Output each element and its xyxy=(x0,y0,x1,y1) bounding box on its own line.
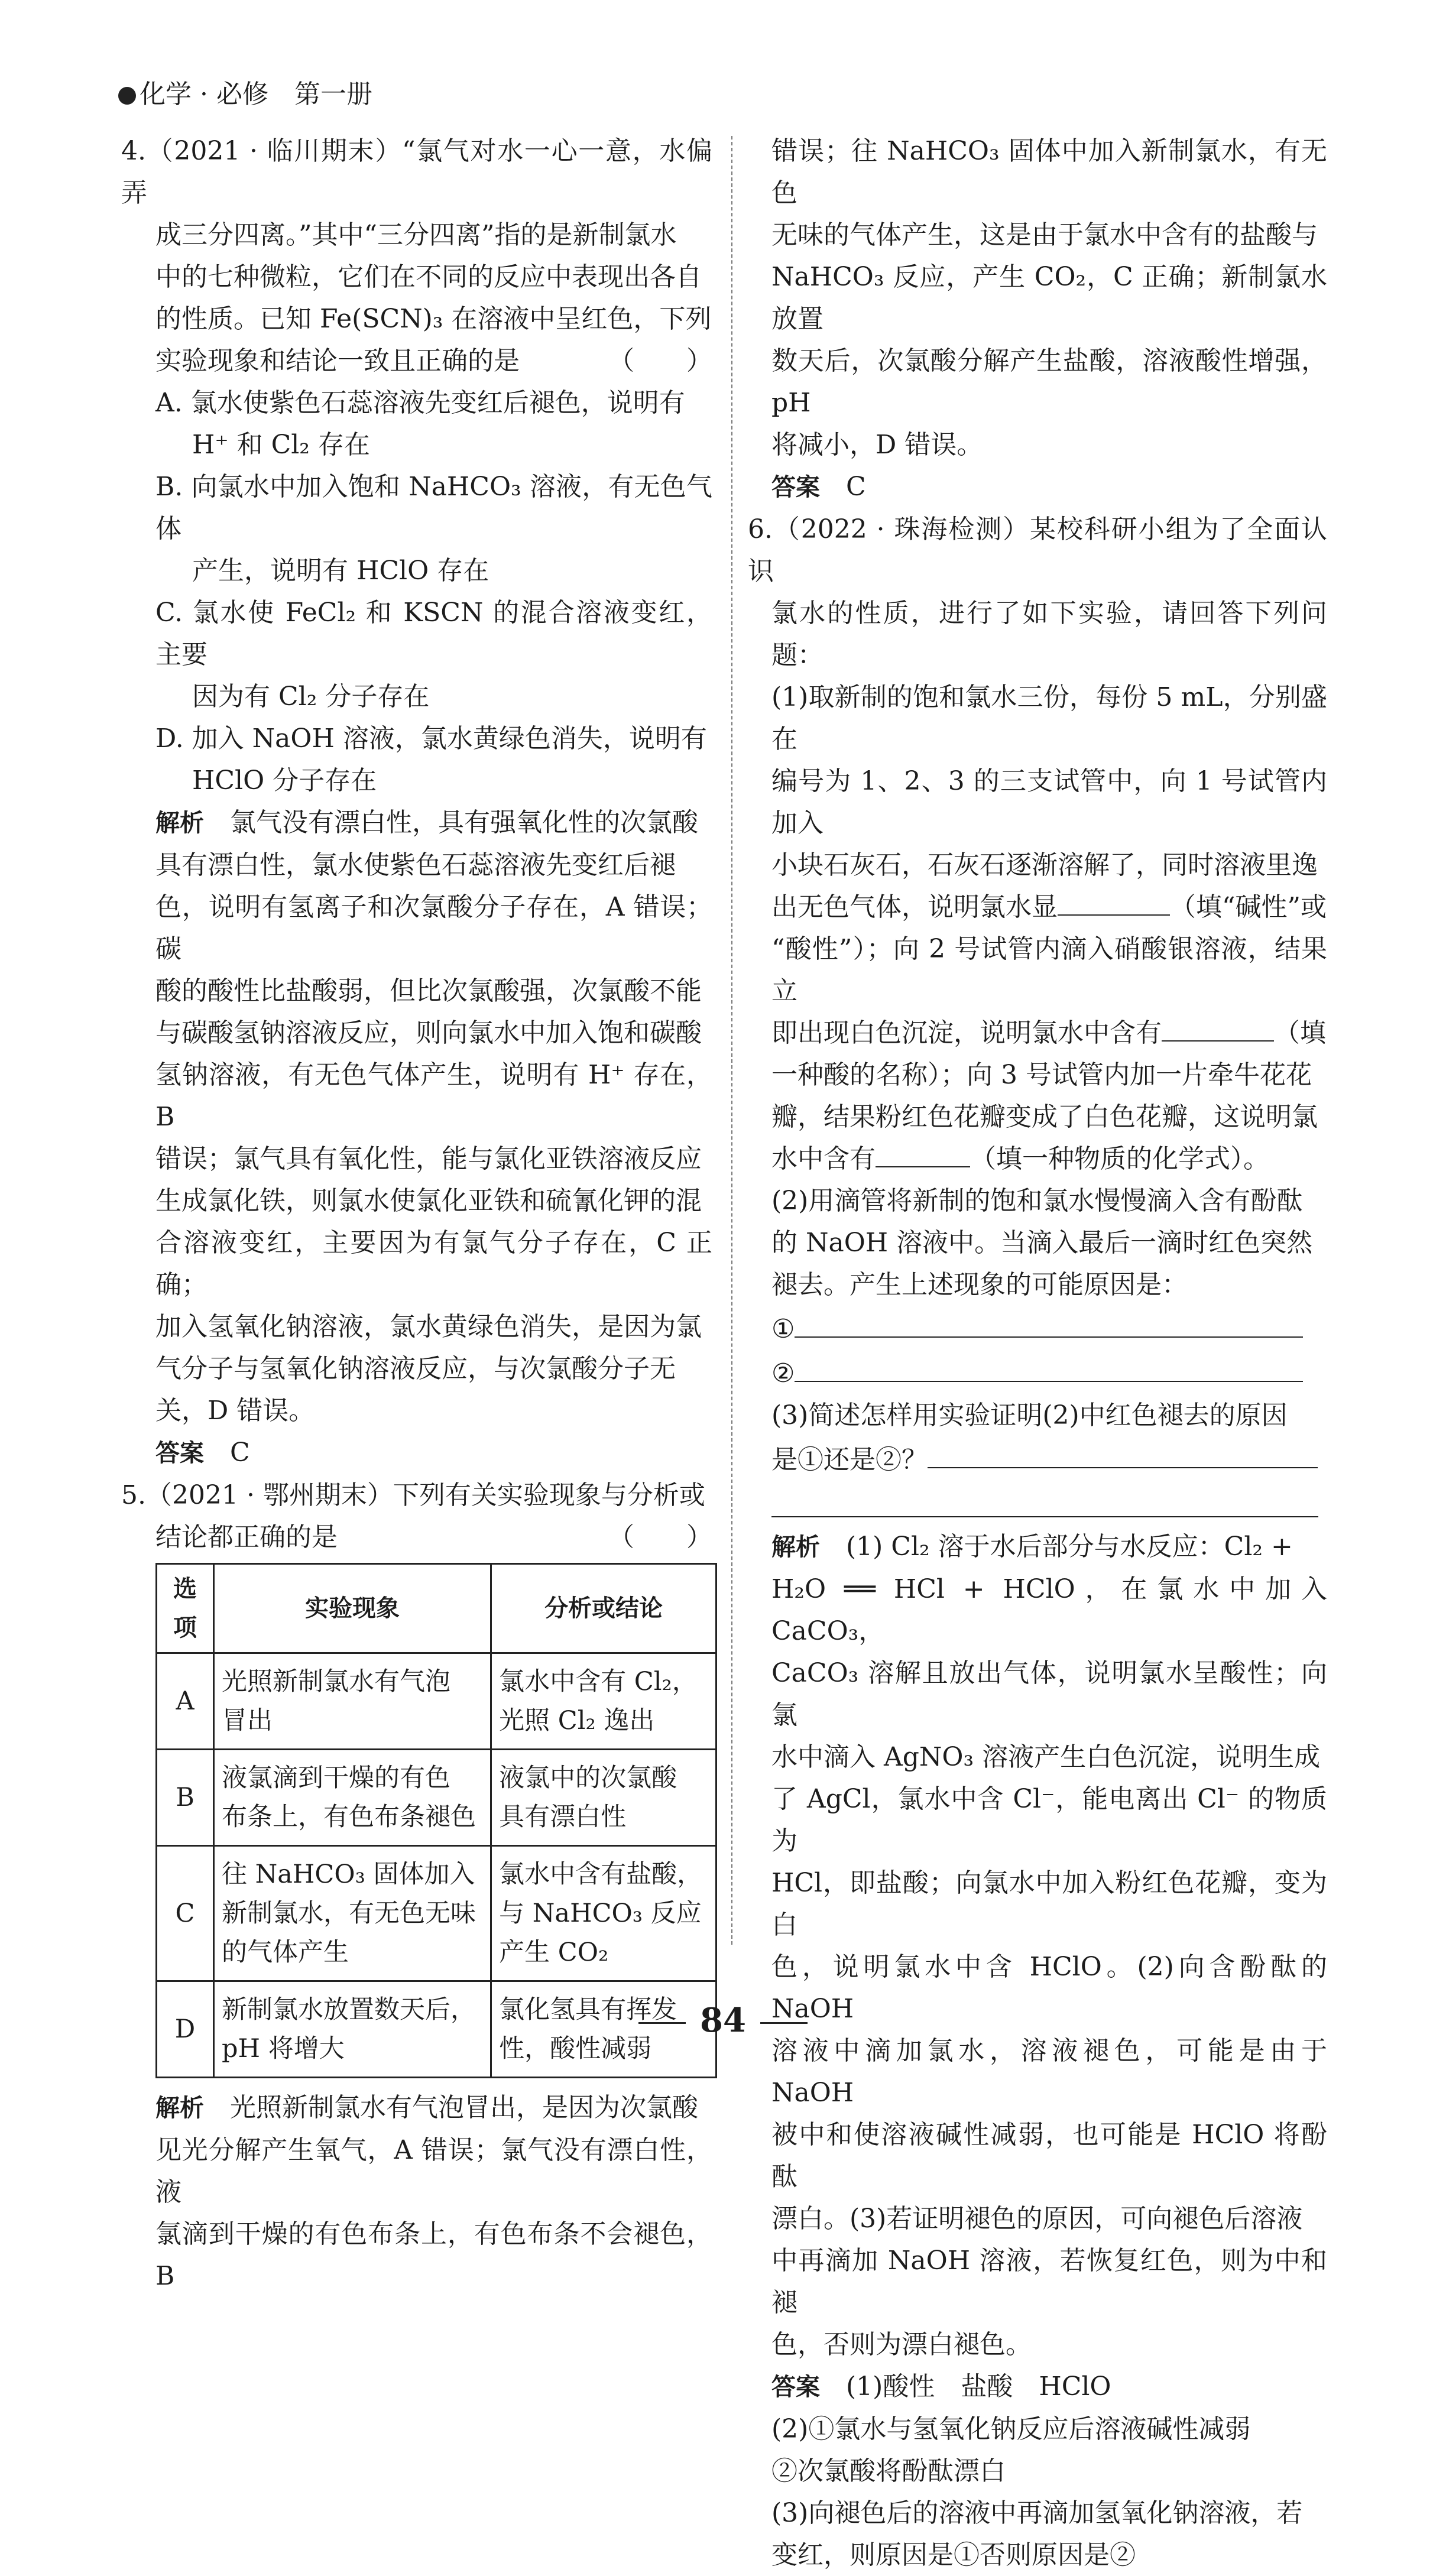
cell-line: 与 NaHCO₃ 反应 xyxy=(499,1899,702,1928)
q6-answer-line: ②次氯酸将酚酞漂白 xyxy=(771,2456,1006,2486)
q6-analysis-line: 漂白。(3)若证明褪色的原因，可向褪色后溶液 xyxy=(771,2204,1303,2234)
q6-line: 氯水的性质，进行了如下实验，请回答下列问题： xyxy=(771,598,1327,670)
q6-line: 小块石灰石，石灰石逐渐溶解了，同时溶液里逸 xyxy=(771,850,1318,880)
q4-analysis-line: 关，D 错误。 xyxy=(155,1396,315,1426)
q5-analysis-line: 将减小，D 错误。 xyxy=(771,430,983,460)
q6-line: （填一种物质的化学式）。 xyxy=(970,1144,1269,1174)
q6-line: (1)取新制的饱和氯水三份，每份 5 mL，分别盛在 xyxy=(771,682,1327,754)
question-5 xyxy=(121,1474,712,2297)
cell-line: 布条上，有色布条褪色 xyxy=(222,1802,476,1832)
q6-analysis-line: 色，说明氯水中含 HClO。(2)向含酚酞的 NaOH xyxy=(771,1952,1327,2024)
conclusion-cell xyxy=(491,1846,716,1981)
cell-line: 光照新制氯水有气泡 xyxy=(222,1667,450,1696)
q6-line: 出无色气体，说明氯水显 xyxy=(771,892,1058,922)
phenomenon-cell xyxy=(214,1750,491,1846)
q4-answer: C xyxy=(230,1438,250,1468)
q6-line: (2)用滴管将新制的饱和氯水慢慢滴入含有酚酞 xyxy=(771,1186,1303,1216)
table-row xyxy=(157,1750,716,1846)
table-row xyxy=(157,1846,716,1981)
q5-line: 结论都正确的是 xyxy=(155,1522,338,1552)
bullet-icon xyxy=(118,87,136,105)
analysis-label: 解析 xyxy=(155,809,204,837)
q6-line: （填 xyxy=(1274,1018,1326,1048)
q4-analysis-line: 与碳酸氢钠溶液反应，则向氯水中加入饱和碳酸 xyxy=(155,1018,702,1048)
q5-answer: C xyxy=(846,472,866,502)
answer-line[interactable] xyxy=(928,1436,1318,1468)
q6-answer-line: (2)①氯水与氢氧化钠反应后溶液碱性减弱 xyxy=(771,2414,1251,2444)
cell-line: 冒出 xyxy=(222,1706,273,1735)
question-4 xyxy=(121,130,712,1474)
q6-analysis-line: 溶液中滴加氯水，溶液褪色，可能是由于 NaOH xyxy=(771,2036,1327,2108)
blank-marker: ① xyxy=(771,1314,795,1344)
page-header xyxy=(118,77,372,112)
column-divider xyxy=(731,136,732,1945)
q6-line: 水中含有 xyxy=(771,1144,876,1174)
q6-line: （填“碱性”或 xyxy=(1170,892,1327,922)
option-key: D xyxy=(157,1981,214,2078)
q5-analysis-line: 错误；往 NaHCO₃ 固体中加入新制氯水，有无色 xyxy=(771,136,1327,208)
dash-right xyxy=(760,2022,808,2024)
fill-blank[interactable] xyxy=(876,1138,970,1167)
option-key: A xyxy=(157,1653,214,1750)
cell-line: 氯化氢具有挥发 xyxy=(499,1995,677,2025)
q4-line: 4.（2021 · 临川期末）“氯气对水一心一意，水偏弄 xyxy=(121,136,712,208)
q4-line: 中的七种微粒，它们在不同的反应中表现出各自 xyxy=(155,262,702,292)
cell-line: 新制氯水放置数天后， xyxy=(222,1995,476,2025)
q4-option-d-cont: HClO 分子存在 xyxy=(192,765,377,796)
q4-analysis-line: 错误；氯气具有氧化性，能与氯化亚铁溶液反应 xyxy=(155,1144,702,1174)
page-number: 84 xyxy=(700,2001,746,2040)
conclusion-cell xyxy=(491,1750,716,1846)
left-column xyxy=(121,130,712,2297)
table-header: 选项 xyxy=(157,1564,214,1653)
right-column xyxy=(748,130,1327,2576)
q6-analysis-line: 中再滴加 NaOH 溶液，若恢复红色，则为中和褪 xyxy=(771,2246,1327,2318)
q4-analysis-line: 生成氯化铁，则氯水使氯化亚铁和硫氰化钾的混 xyxy=(155,1186,702,1216)
question-6 xyxy=(748,508,1327,2576)
answer-paren: （ ） xyxy=(608,346,712,376)
cell-line: 具有漂白性 xyxy=(499,1802,627,1832)
cell-line: 液氯中的次氯酸 xyxy=(499,1763,677,1793)
q6-analysis-line: 了 AgCl，氯水中含 Cl⁻，能电离出 Cl⁻ 的物质为 xyxy=(771,1784,1327,1856)
cell-line: 的气体产生 xyxy=(222,1938,349,1967)
option-key: C xyxy=(157,1846,214,1981)
answer-line[interactable] xyxy=(795,1350,1303,1382)
q4-option-a: A. 氯水使紫色石蕊溶液先变红后褪色，说明有 xyxy=(155,388,685,418)
q4-line: 的性质。已知 Fe(SCN)₃ 在溶液中呈红色，下列 xyxy=(155,304,712,334)
cell-line: 光照 Cl₂ 逸出 xyxy=(499,1706,655,1735)
fill-blank[interactable] xyxy=(1162,1012,1274,1042)
q5-analysis-line: 数天后，次氯酸分解产生盐酸，溶液酸性增强，pH xyxy=(771,346,1327,418)
answer-line[interactable] xyxy=(795,1306,1303,1338)
cell-line: 氯水中含有 Cl₂， xyxy=(499,1667,698,1696)
q4-option-c: C. 氯水使 FeCl₂ 和 KSCN 的混合溶液变红，主要 xyxy=(155,598,712,670)
cell-line: 新制氯水，有无色无味 xyxy=(222,1899,476,1928)
q4-option-b: B. 向氯水中加入饱和 NaHCO₃ 溶液，有无色气体 xyxy=(155,472,712,544)
q6-analysis-line: H₂O ══ HCl + HClO，在氯水中加入 CaCO₃， xyxy=(771,1574,1327,1646)
q4-line: 成三分四离。”其中“三分四离”指的是新制氯水 xyxy=(155,220,677,250)
q6-analysis-line: 水中滴入 AgNO₃ 溶液产生白色沉淀，说明生成 xyxy=(771,1742,1321,1772)
phenomenon-cell xyxy=(214,1846,491,1981)
q4-analysis-line: 加入氢氧化钠溶液，氯水黄绿色消失，是因为氯 xyxy=(155,1312,702,1342)
q6-line: 6.（2022 · 珠海检测）某校科研小组为了全面认识 xyxy=(748,514,1327,586)
q6-line: 是①还是②？ xyxy=(771,1445,928,1475)
q4-analysis-line: 合溶液变红，主要因为有氯气分子存在，C 正确； xyxy=(155,1228,712,1300)
analysis-label: 解析 xyxy=(155,2094,204,2122)
answer-label: 答案 xyxy=(155,1439,204,1467)
q5-line: 5.（2021 · 鄂州期末）下列有关实验现象与分析或 xyxy=(121,1480,705,1510)
cell-line: 往 NaHCO₃ 固体加入 xyxy=(222,1860,475,1889)
q6-line: (3)简述怎样用实验证明(2)中红色褪去的原因 xyxy=(771,1400,1288,1430)
dash-left xyxy=(638,2022,686,2024)
q6-analysis-line: HCl，即盐酸；向氯水中加入粉红色花瓣，变为白 xyxy=(771,1868,1327,1940)
q5-analysis-line: 光照新制氯水有气泡冒出，是因为次氯酸 xyxy=(204,2092,698,2123)
q6-line: 瓣，结果粉红色花瓣变成了白色花瓣，这说明氯 xyxy=(771,1102,1318,1132)
conclusion-cell xyxy=(491,1653,716,1750)
q5-analysis-line: 氯滴到干燥的有色布条上，有色布条不会褪色，B xyxy=(155,2219,712,2291)
q4-analysis-line: 气分子与氢氧化钠溶液反应，与次氯酸分子无 xyxy=(155,1354,676,1384)
q6-line: 即出现白色沉淀，说明氯水中含有 xyxy=(771,1018,1162,1048)
table-header: 分析或结论 xyxy=(491,1564,716,1653)
phenomenon-cell xyxy=(214,1653,491,1750)
blank-marker: ② xyxy=(771,1358,795,1388)
table-header-row xyxy=(157,1564,716,1653)
q4-option-a-cont: H⁺ 和 Cl₂ 存在 xyxy=(192,430,370,460)
answer-label: 答案 xyxy=(771,2373,820,2401)
cell-line: 氯水中含有盐酸， xyxy=(499,1860,703,1889)
q6-analysis-line: 被中和使溶液碱性减弱，也可能是 HClO 将酚酞 xyxy=(771,2120,1327,2192)
q6-line: 褪去。产生上述现象的可能原因是： xyxy=(771,1270,1188,1300)
q6-analysis-line: CaCO₃ 溶解且放出气体，说明氯水呈酸性；向氯 xyxy=(771,1658,1327,1730)
analysis-label: 解析 xyxy=(771,1533,820,1561)
q4-line: 实验现象和结论一致且正确的是 xyxy=(155,346,520,376)
q4-analysis-line: 氢钠溶液，有无色气体产生，说明有 H⁺ 存在，B xyxy=(155,1060,712,1132)
q4-analysis-line: 色，说明有氢离子和次氯酸分子存在，A 错误；碳 xyxy=(155,892,712,964)
q5-analysis-line: 见光分解产生氧气，A 错误；氯气没有漂白性，液 xyxy=(155,2135,712,2207)
cell-line: 性，酸性减弱 xyxy=(499,2034,652,2064)
q6-analysis-line: (1) Cl₂ 溶于水后部分与水反应：Cl₂ + xyxy=(820,1532,1293,1562)
table-row xyxy=(157,1653,716,1750)
q4-option-c-cont: 因为有 Cl₂ 分子存在 xyxy=(192,682,430,712)
q4-option-d: D. 加入 NaOH 溶液，氯水黄绿色消失，说明有 xyxy=(155,724,707,754)
q5-analysis-line: 无味的气体产生，这是由于氯水中含有的盐酸与 xyxy=(771,220,1318,250)
header-title: 化学 · 必修 第一册 xyxy=(140,79,372,109)
q4-analysis-line: 酸的酸性比盐酸弱，但比次氯酸强，次氯酸不能 xyxy=(155,976,702,1006)
q5-analysis-line: NaHCO₃ 反应，产生 CO₂，C 正确；新制氯水放置 xyxy=(771,262,1327,334)
option-key: B xyxy=(157,1750,214,1846)
table-header: 实验现象 xyxy=(214,1564,491,1653)
answer-label: 答案 xyxy=(771,473,820,501)
q6-answer-line: 变红，则原因是①否则原因是② xyxy=(771,2540,1136,2570)
cell-line: pH 将增大 xyxy=(222,2034,345,2064)
q4-option-b-cont: 产生，说明有 HClO 存在 xyxy=(192,556,489,586)
q6-analysis-line: 色，否则为漂白褪色。 xyxy=(771,2330,1032,2360)
fill-blank[interactable] xyxy=(1058,886,1170,916)
q6-line: 一种酸的名称）；向 3 号试管内加一片牵牛花花 xyxy=(771,1060,1312,1090)
answer-line[interactable] xyxy=(771,1481,1318,1517)
q6-line: 编号为 1、2、3 的三支试管中，向 1 号试管内加入 xyxy=(771,766,1327,838)
cell-line: 产生 CO₂ xyxy=(499,1938,609,1967)
q4-analysis-line: 具有漂白性，氯水使紫色石蕊溶液先变红后褪 xyxy=(155,850,676,880)
q4-analysis-line: 氯气没有漂白性，具有强氧化性的次氯酸 xyxy=(204,807,698,838)
q6-answer-line: (3)向褪色后的溶液中再滴加氢氧化钠溶液，若 xyxy=(771,2498,1303,2528)
q6-line: 的 NaOH 溶液中。当滴入最后一滴时红色突然 xyxy=(771,1228,1313,1258)
page-number-footer xyxy=(0,2001,1446,2040)
answer-paren: （ ） xyxy=(608,1522,712,1552)
cell-line: 液氯滴到干燥的有色 xyxy=(222,1763,450,1793)
q6-line: “酸性”）；向 2 号试管内滴入硝酸银溶液，结果立 xyxy=(771,934,1327,1006)
q6-answer-line: (1)酸性 盐酸 HClO xyxy=(820,2371,1111,2402)
